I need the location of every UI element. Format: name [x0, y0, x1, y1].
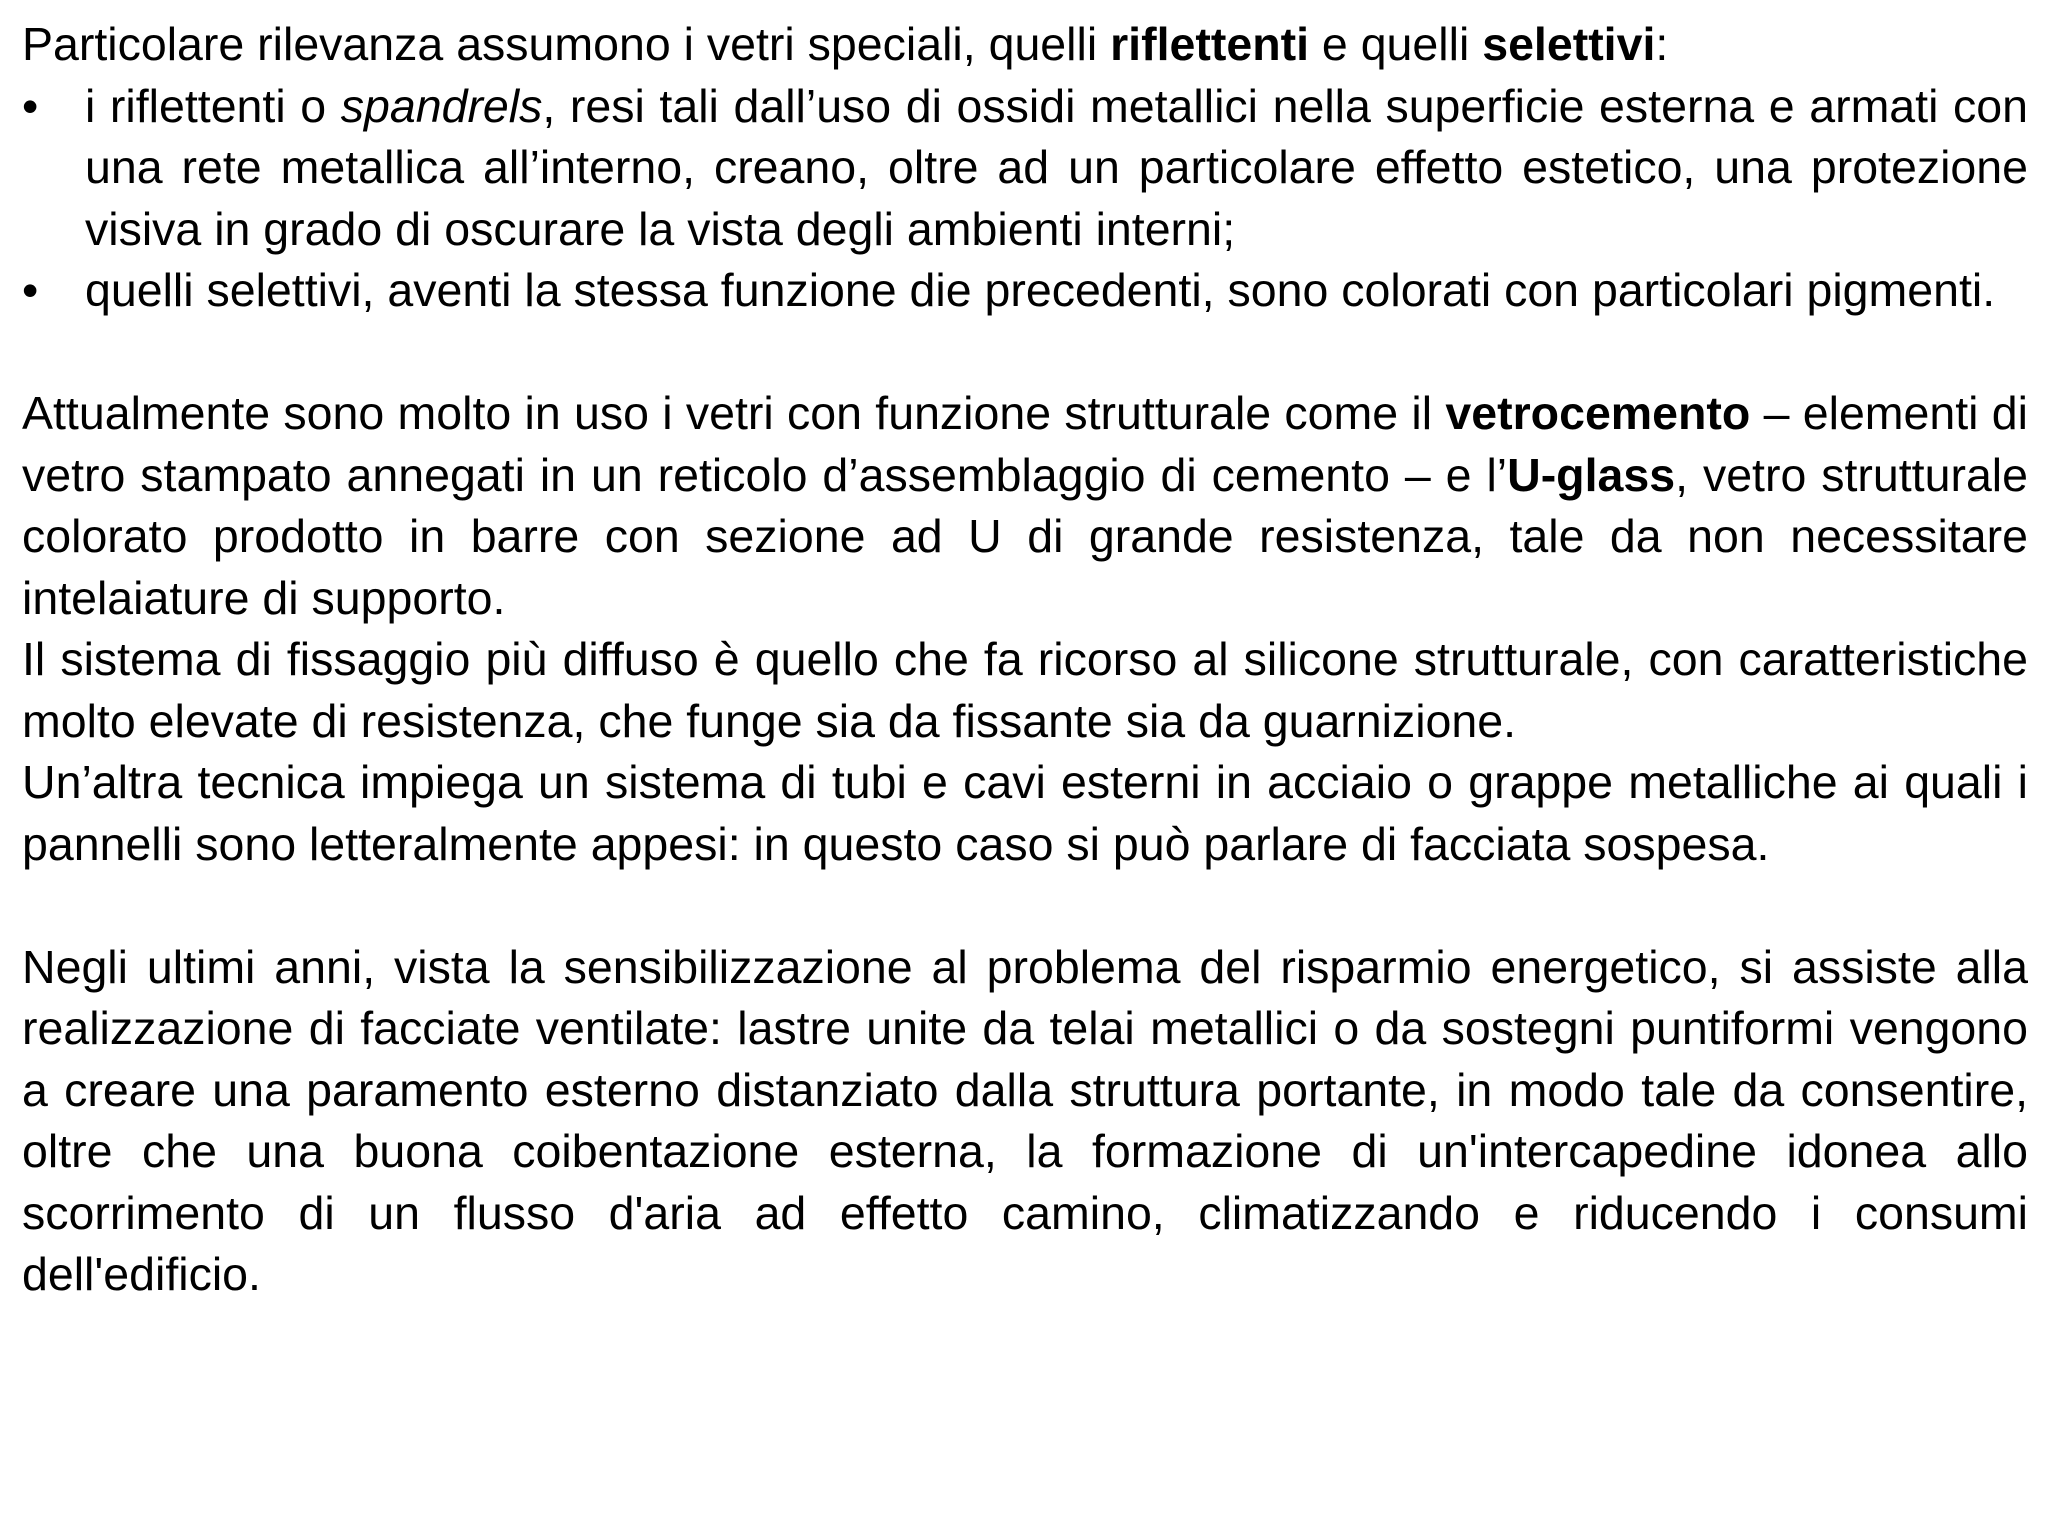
ventilated-facade-paragraph: Negli ultimi anni, vista la sensibilizzazione al problema del risparmio energetico, si assiste alla realizzazione di facciate ventilate: lastre unite da telai metallici o da sostegni puntiformi vengono a creare una paramento esterno distanziato dalla struttura portante, in modo tale da consentire, oltre che una buona coibentazione esterna, la formazione di un'intercapedine idonea allo scorrimento di un flusso d'aria ad effetto camino, climatizzando e riducendo i consumi dell'edificio. — [22, 940, 2028, 1300]
intro-text-middle: e quelli — [1309, 18, 1483, 70]
suspended-facade-paragraph: Un’altra tecnica impiega un sistema di tubi e cavi esterni in acciaio o grappe metalliche ai quali i pannelli sono letteralmente appesi: in questo caso si può parlare di facciata sospesa. — [22, 756, 2028, 870]
structural-glass-paragraph — [22, 383, 2028, 629]
list-item-selettivi — [22, 260, 2028, 322]
bullet-mark: • — [22, 79, 39, 132]
para2-text-end: , vetro strutturale colorato prodotto in barre con sezione ad U di grande resistenza, tale da non necessitare intelaiature di supporto. — [22, 448, 2028, 624]
intro-bold-selettivi: selettivi — [1482, 18, 1656, 70]
para2-bold-vetrocemento: vetrocemento — [1445, 387, 1751, 439]
para2-bold-uglass: U-glass — [1507, 448, 1676, 501]
intro-paragraph — [22, 14, 2028, 76]
bullet1-text-end: , resi tali dall’uso di ossidi metallici nella superficie esterna e armati con una rete metallica all’interno, creano, oltre ad un particolare effetto estetico, una protezione visiva in grado di oscurare la vista degli ambienti interni; — [85, 79, 2028, 255]
bullet2-text: quelli selettivi, aventi la stessa funzione die precedenti, sono colorati con particolari pigmenti. — [85, 264, 1996, 316]
list-item-riflettenti — [22, 76, 2028, 261]
intro-text-start: Particolare rilevanza assumono i vetri speciali, quelli — [22, 18, 1111, 70]
document-page — [22, 14, 2028, 1306]
paragraph-spacer — [22, 322, 2028, 384]
bullet-mark: • — [22, 264, 39, 316]
intro-text-end: : — [1655, 18, 1669, 70]
para2-text-start: Attualmente sono molto in uso i vetri con funzione strutturale come il — [22, 387, 1446, 439]
glass-types-list — [22, 76, 2028, 322]
paragraph-spacer — [22, 875, 2028, 937]
para2-text-middle: – elementi di vetro stampato annegati in un reticolo d’assemblaggio di cemento – e l’ — [22, 387, 2028, 501]
bullet1-italic-spandrels: spandrels — [340, 79, 543, 132]
bullet1-text-start: i riflettenti o — [85, 79, 341, 132]
silicone-fixing-paragraph: Il sistema di fissaggio più diffuso è quello che fa ricorso al silicone strutturale, con caratteristiche molto elevate di resistenza, che funge sia da fissante sia da guarnizione. — [22, 633, 2028, 747]
intro-bold-riflettenti: riflettenti — [1110, 18, 1309, 70]
